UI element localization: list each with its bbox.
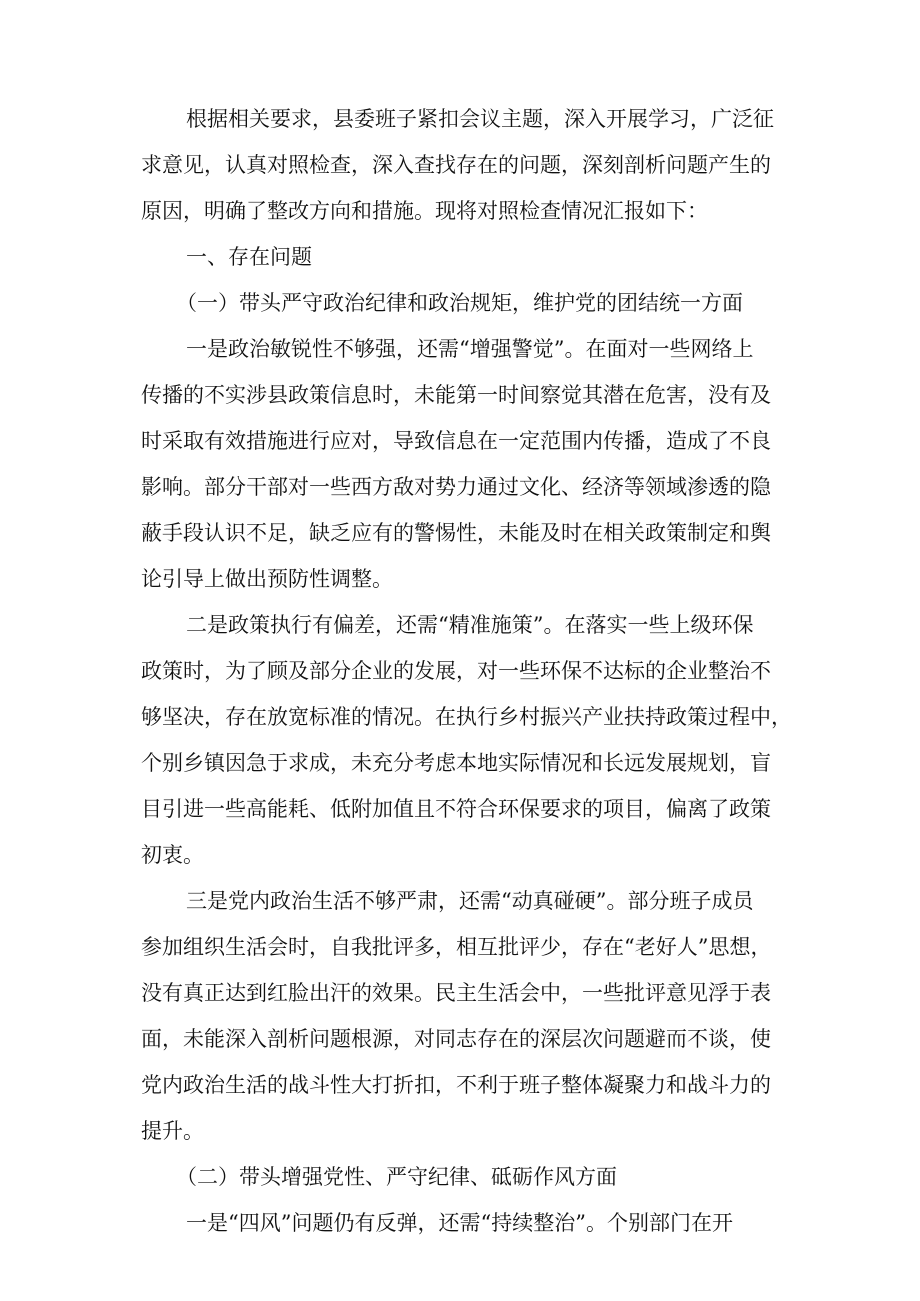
paragraph-line: 二是政策执行有偏差，还需“精准施策”。在落实一些上级环保 [186, 613, 754, 637]
paragraph-line: 时采取有效措施进行应对，导致信息在一定范围内传播，造成了不良 [141, 429, 771, 453]
paragraph-line: 政策时，为了顾及部分企业的发展，对一些环保不达标的企业整治不 [141, 659, 771, 683]
paragraph-line: 目引进一些高能耗、低附加值且不符合环保要求的项目，偏离了政策 [141, 797, 771, 821]
paragraph-line: 论引导上做出预防性调整。 [141, 567, 393, 591]
paragraph-line: 一是政治敏锐性不够强，还需“增强警觉”。在面对一些网络上 [186, 337, 754, 361]
paragraph-line: 提升。 [141, 1119, 204, 1143]
paragraph-line: 面，未能深入剖析问题根源，对同志存在的深层次问题避而不谈，使 [141, 1027, 771, 1051]
paragraph-line: 蔽手段认识不足，缺乏应有的警惕性，未能及时在相关政策制定和舆 [141, 521, 771, 545]
paragraph-line: 一是“四风”问题仍有反弹，还需“持续整治”。个别部门在开 [186, 1211, 733, 1235]
paragraph-line: 三是党内政治生活不够严肃，还需“动真碰硬”。部分班子成员 [186, 889, 754, 913]
paragraph-line: 参加组织生活会时，自我批评多，相互批评少，存在“老好人”思想， [141, 935, 772, 959]
section-heading: 一、存在问题 [186, 245, 312, 269]
paragraph-line: 初衷。 [141, 843, 204, 867]
subsection-heading: （二）带头增强党性、严守纪律、砥砺作风方面 [176, 1165, 617, 1189]
subsection-heading: （一）带头严守政治纪律和政治规矩，维护党的团结统一方面 [176, 291, 743, 315]
paragraph-line: 个别乡镇因急于求成，未充分考虑本地实际情况和长远发展规划，盲 [141, 751, 771, 775]
paragraph-line: 原因，明确了整改方向和措施。现将对照检查情况汇报如下： [141, 199, 708, 223]
paragraph-line: 没有真正达到红脸出汗的效果。民主生活会中，一些批评意见浮于表 [141, 981, 771, 1005]
paragraph-line: 影响。部分干部对一些西方敌对势力通过文化、经济等领域渗透的隐 [141, 475, 771, 499]
paragraph-line: 够坚决，存在放宽标准的情况。在执行乡村振兴产业扶持政策过程中， [141, 705, 792, 729]
paragraph-line: 求意见，认真对照检查，深入查找存在的问题，深刻剖析问题产生的 [141, 153, 771, 177]
paragraph-line: 党内政治生活的战斗性大打折扣，不利于班子整体凝聚力和战斗力的 [141, 1073, 771, 1097]
paragraph-line: 传播的不实涉县政策信息时，未能第一时间察觉其潜在危害，没有及 [141, 383, 771, 407]
paragraph-line: 根据相关要求，县委班子紧扣会议主题，深入开展学习，广泛征 [186, 107, 774, 131]
